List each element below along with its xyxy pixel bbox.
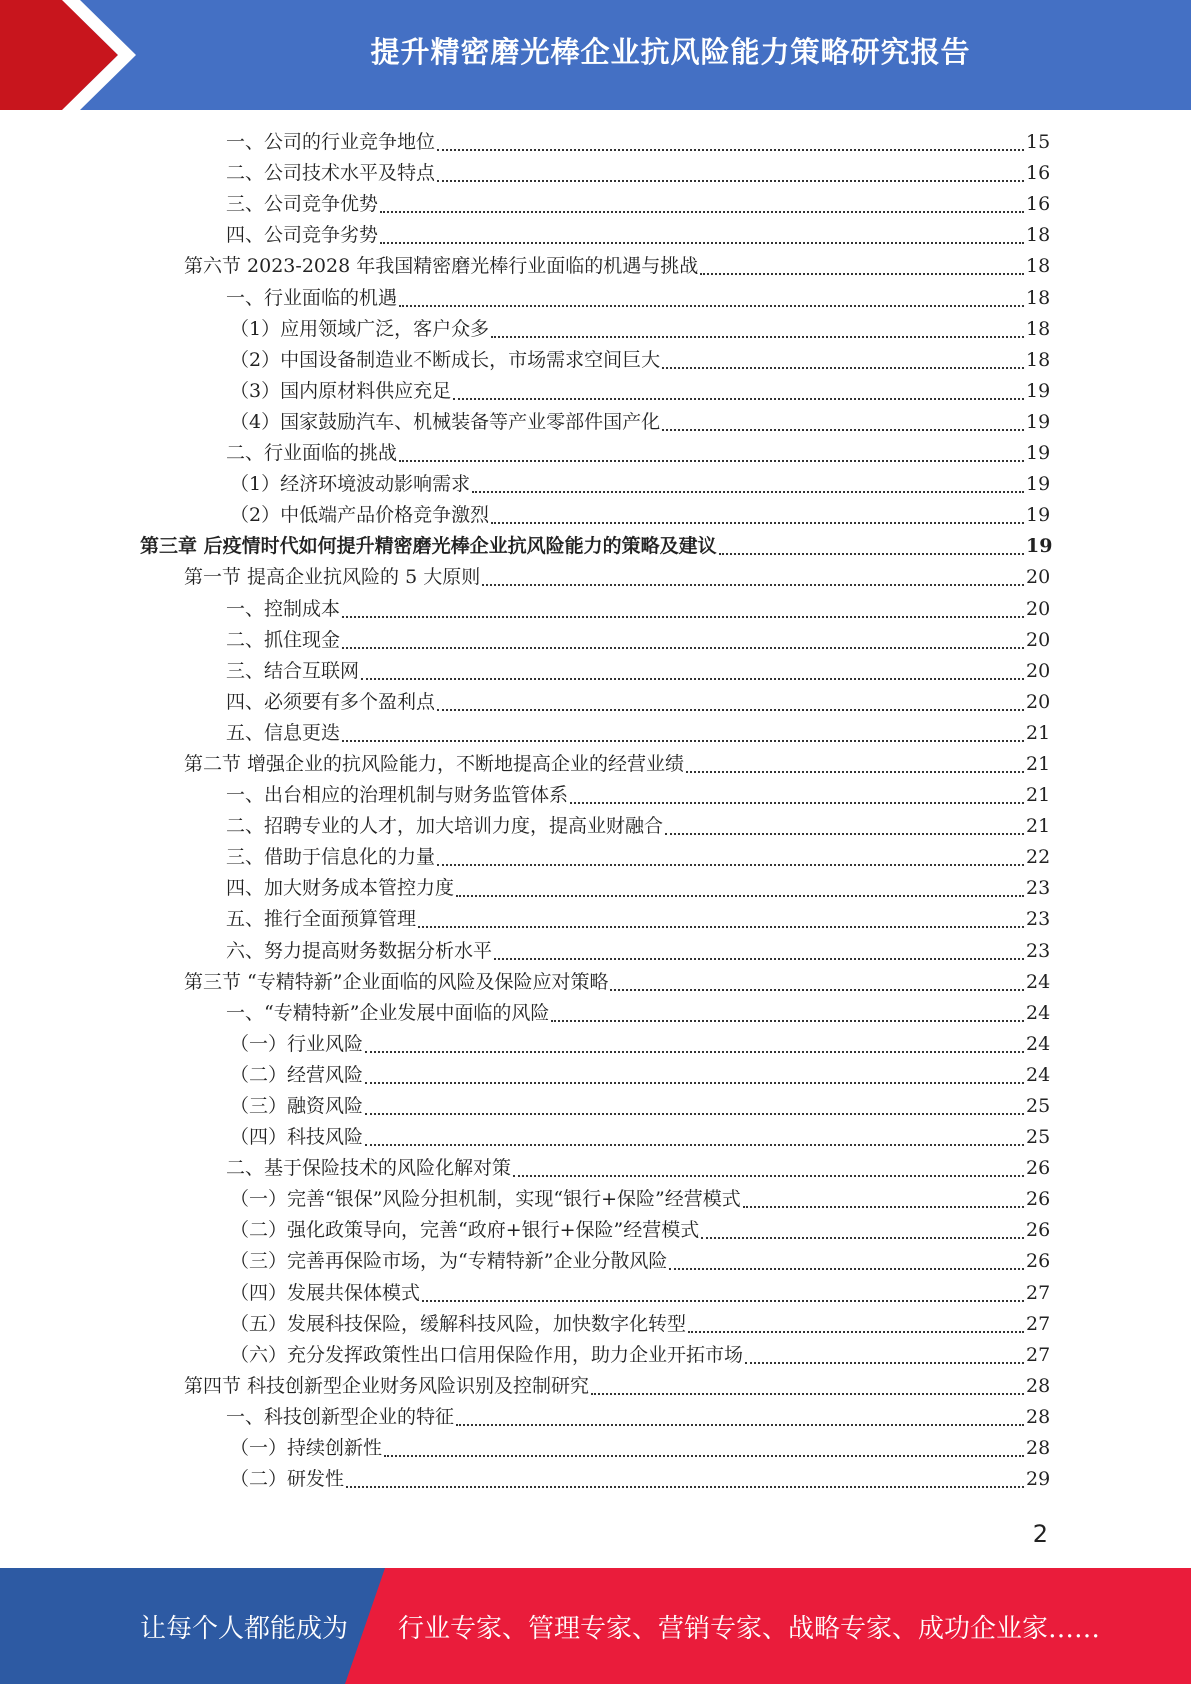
toc-entry-title: 五、信息更迭	[226, 721, 341, 744]
toc-entry-title: 一、控制成本	[226, 597, 341, 620]
toc-leader-dots	[688, 1330, 1024, 1333]
toc-leader-dots	[686, 770, 1024, 773]
toc-entry[interactable]	[140, 314, 1051, 345]
toc-entry[interactable]	[140, 531, 1053, 562]
toc-entry[interactable]	[140, 998, 1051, 1029]
report-title: 提升精密磨光棒企业抗风险能力策略研究报告	[370, 34, 971, 69]
toc-entry-page: 24	[1026, 1001, 1051, 1024]
toc-leader-dots	[437, 179, 1024, 182]
toc-entry-page: 20	[1026, 659, 1051, 682]
toc-entry-page: 29	[1026, 1468, 1051, 1491]
toc-entry-title: （四）发展共保体模式	[230, 1281, 421, 1304]
toc-entry-page: 18	[1026, 255, 1051, 278]
toc-entry-page: 21	[1026, 784, 1051, 807]
toc-entry[interactable]	[140, 593, 1051, 624]
toc-entry-page: 19	[1026, 535, 1053, 558]
toc-leader-dots	[662, 366, 1024, 369]
toc-leader-dots	[384, 1454, 1024, 1457]
toc-entry[interactable]	[140, 127, 1051, 158]
toc-leader-dots	[513, 1174, 1024, 1177]
toc-leader-dots	[700, 272, 1024, 275]
toc-leader-dots	[418, 925, 1024, 928]
toc-entry[interactable]	[140, 1029, 1051, 1060]
toc-entry-title: 一、“专精特新”企业发展中面临的风险	[226, 1001, 550, 1024]
toc-entry-title: 一、科技创新型企业的特征	[226, 1405, 455, 1428]
toc-leader-dots	[494, 957, 1024, 960]
toc-leader-dots	[437, 863, 1024, 866]
toc-entry-title: 第三章 后疫情时代如何提升精密磨光棒企业抗风险能力的策略及建议	[140, 535, 717, 558]
toc-entry-title: （2）中低端产品价格竞争激烈	[230, 504, 490, 527]
toc-entry[interactable]	[140, 251, 1051, 282]
toc-entry-page: 26	[1026, 1219, 1051, 1242]
toc-leader-dots	[472, 490, 1024, 493]
toc-entry[interactable]	[140, 1433, 1051, 1464]
toc-entry-title: （二）经营风险	[230, 1063, 364, 1086]
toc-leader-dots	[399, 304, 1024, 307]
toc-entry-title: 第二节 增强企业的抗风险能力，不断地提高企业的经营业绩	[184, 752, 685, 775]
toc-leader-dots	[437, 708, 1024, 711]
toc-leader-dots	[482, 583, 1024, 586]
toc-entry-page: 27	[1026, 1281, 1051, 1304]
toc-entry-title: 六、努力提高财务数据分析水平	[226, 939, 493, 962]
toc-entry-title: （1）经济环境波动影响需求	[230, 473, 471, 496]
toc-entry-title: （一）行业风险	[230, 1032, 364, 1055]
toc-entry-title: （一）持续创新性	[230, 1437, 383, 1460]
toc-entry-page: 19	[1026, 379, 1051, 402]
toc-entry[interactable]	[140, 469, 1051, 500]
toc-entry-page: 21	[1026, 752, 1051, 775]
toc-entry-page: 20	[1026, 690, 1051, 713]
toc-leader-dots	[610, 988, 1024, 991]
toc-entry[interactable]	[140, 625, 1051, 656]
toc-entry-title: 二、抓住现金	[226, 628, 341, 651]
toc-entry-page: 18	[1026, 348, 1051, 371]
toc-entry[interactable]	[140, 376, 1051, 407]
toc-entry-page: 26	[1026, 1188, 1051, 1211]
toc-leader-dots	[701, 1236, 1024, 1239]
toc-entry-page: 24	[1026, 970, 1051, 993]
toc-entry-title: （三）完善再保险市场，为“专精特新”企业分散风险	[230, 1250, 668, 1273]
toc-entry-page: 24	[1026, 1032, 1051, 1055]
toc-entry[interactable]	[140, 407, 1051, 438]
toc-leader-dots	[380, 241, 1024, 244]
toc-entry-title: 五、推行全面预算管理	[226, 908, 417, 931]
footer-slogan-right: 行业专家、管理专家、营销专家、战略专家、成功企业家……	[398, 1613, 1101, 1644]
header-banner	[0, 0, 1191, 110]
toc-entry[interactable]	[140, 1246, 1051, 1277]
toc-leader-dots	[491, 521, 1024, 524]
toc-leader-dots	[491, 335, 1024, 338]
toc-entry[interactable]	[140, 656, 1051, 687]
toc-leader-dots	[399, 459, 1024, 462]
toc-entry[interactable]	[140, 904, 1051, 935]
toc-entry-page: 16	[1026, 162, 1051, 185]
toc-entry[interactable]	[140, 345, 1051, 376]
toc-leader-dots	[453, 397, 1024, 400]
toc-entry-title: （4）国家鼓励汽车、机械装备等产业零部件国产化	[230, 410, 661, 433]
toc-leader-dots	[456, 1423, 1024, 1426]
toc-entry[interactable]	[140, 780, 1051, 811]
toc-entry[interactable]	[140, 500, 1051, 531]
toc-entry-page: 27	[1026, 1343, 1051, 1366]
toc-entry[interactable]	[140, 282, 1051, 313]
toc-leader-dots	[365, 1081, 1024, 1084]
toc-entry-title: 第六节 2023-2028 年我国精密磨光棒行业面临的机遇与挑战	[184, 255, 699, 278]
toc-leader-dots	[422, 1299, 1024, 1302]
toc-entry[interactable]	[140, 1402, 1051, 1433]
toc-entry[interactable]	[140, 1340, 1051, 1371]
toc-entry-page: 21	[1026, 721, 1051, 744]
toc-entry-title: 一、出台相应的治理机制与财务监管体系	[226, 784, 569, 807]
toc-leader-dots	[665, 832, 1024, 835]
toc-entry-page: 26	[1026, 1250, 1051, 1273]
toc-leader-dots	[743, 1205, 1024, 1208]
toc-entry-title: 第三节 “专精特新”企业面临的风险及保险应对策略	[184, 970, 609, 993]
toc-leader-dots	[745, 1361, 1024, 1364]
toc-entry-page: 28	[1026, 1437, 1051, 1460]
toc-entry[interactable]	[140, 1277, 1051, 1308]
toc-leader-dots	[380, 210, 1024, 213]
toc-entry-page: 19	[1026, 504, 1051, 527]
toc-entry-title: 三、公司竞争优势	[226, 193, 379, 216]
toc-entry-title: （五）发展科技保险，缓解科技风险，加快数字化转型	[230, 1312, 687, 1335]
toc-entry-title: 四、必须要有多个盈利点	[226, 690, 436, 713]
toc-entry-title: （六）充分发挥政策性出口信用保险作用，助力企业开拓市场	[230, 1343, 744, 1366]
toc-entry[interactable]	[140, 1215, 1051, 1246]
toc-leader-dots	[365, 1050, 1024, 1053]
toc-entry-title: 二、招聘专业的人才，加大培训力度，提高业财融合	[226, 815, 664, 838]
toc-entry-page: 19	[1026, 473, 1051, 496]
toc-entry[interactable]	[140, 1060, 1051, 1091]
toc-entry-page: 18	[1026, 286, 1051, 309]
toc-entry[interactable]	[140, 1091, 1051, 1122]
toc-leader-dots	[662, 428, 1024, 431]
toc-entry-title: 一、行业面临的机遇	[226, 286, 398, 309]
header-chevron-icon	[0, 0, 160, 110]
toc-entry[interactable]	[140, 1153, 1051, 1184]
toc-entry-page: 18	[1026, 317, 1051, 340]
toc-entry[interactable]	[140, 562, 1051, 593]
toc-entry-page: 26	[1026, 1157, 1051, 1180]
toc-entry-title: （三）融资风险	[230, 1095, 364, 1117]
toc-leader-dots	[365, 1143, 1024, 1146]
toc-entry-page: 20	[1026, 597, 1051, 620]
toc-entry-title: （1）应用领域广泛，客户众多	[230, 317, 490, 340]
toc-entry-title: 二、基于保险技术的风险化解对策	[226, 1157, 512, 1180]
toc-leader-dots	[365, 1112, 1024, 1115]
toc-entry-title: （二）强化政策导向，完善“政府+银行+保险”经营模式	[230, 1219, 700, 1242]
toc-leader-dots	[342, 615, 1024, 618]
toc-leader-dots	[361, 677, 1024, 680]
toc-entry[interactable]	[140, 1464, 1051, 1495]
toc-entry-page: 23	[1026, 908, 1051, 931]
toc-leader-dots	[342, 646, 1024, 649]
toc-entry[interactable]	[140, 718, 1051, 749]
toc-leader-dots	[551, 1019, 1024, 1022]
toc-entry-page: 18	[1026, 224, 1051, 247]
toc-entry-title: 一、公司的行业竞争地位	[226, 131, 436, 154]
toc-entry-title: （3）国内原材料供应充足	[230, 379, 452, 402]
toc-entry[interactable]	[140, 1371, 1051, 1402]
toc-entry-page: 23	[1026, 877, 1051, 900]
toc-entry-title: 二、公司技术水平及特点	[226, 162, 436, 185]
toc-leader-dots	[456, 894, 1024, 897]
toc-entry[interactable]	[140, 811, 1051, 842]
toc-entry[interactable]	[140, 1309, 1051, 1340]
toc-entry[interactable]	[140, 967, 1051, 998]
toc-entry-page: 15	[1026, 131, 1051, 154]
toc-entry-page: 20	[1026, 566, 1051, 589]
toc-entry-title: 二、行业面临的挑战	[226, 442, 398, 465]
toc-entry-page: 28	[1026, 1405, 1051, 1428]
toc-entry-title: 四、加大财务成本管控力度	[226, 877, 455, 900]
toc-entry-page: 16	[1026, 193, 1051, 216]
toc-entry[interactable]	[140, 935, 1051, 966]
toc-leader-dots	[591, 1392, 1024, 1395]
toc-entry-title: 三、借助于信息化的力量	[226, 846, 436, 869]
toc-entry[interactable]	[140, 873, 1051, 904]
toc-entry[interactable]	[140, 842, 1051, 873]
toc-leader-dots	[570, 801, 1024, 804]
toc-leader-dots	[719, 552, 1024, 555]
toc-entry[interactable]	[140, 1184, 1051, 1215]
toc-entry-page: 25	[1026, 1095, 1051, 1117]
toc-entry-page: 19	[1026, 442, 1051, 465]
toc-entry[interactable]	[140, 220, 1051, 251]
toc-entry-page: 20	[1026, 628, 1051, 651]
toc-entry-title: （二）研发性	[230, 1468, 345, 1491]
page-number: 2	[1032, 1520, 1048, 1548]
toc-entry-title: （一）完善“银保”风险分担机制，实现“银行+保险”经营模式	[230, 1188, 741, 1211]
toc-entry-title: 第四节 科技创新型企业财务风险识别及控制研究	[184, 1374, 590, 1397]
toc-entry[interactable]	[140, 1122, 1051, 1153]
toc-leader-dots	[437, 148, 1024, 151]
toc-leader-dots	[342, 739, 1024, 742]
toc-entry-page: 24	[1026, 1063, 1051, 1086]
toc-entry-title: 三、结合互联网	[226, 659, 360, 682]
toc-entry[interactable]	[140, 158, 1051, 189]
toc-entry-page: 25	[1026, 1126, 1051, 1149]
toc-entry-page: 28	[1026, 1374, 1051, 1397]
toc-entry-title: 第一节 提高企业抗风险的 5 大原则	[184, 566, 481, 589]
toc-leader-dots	[669, 1267, 1024, 1270]
footer-slogan-left: 让每个人都能成为	[140, 1613, 349, 1644]
toc-entry-page: 21	[1026, 815, 1051, 838]
toc-entry-title: （四）科技风险	[230, 1126, 364, 1149]
toc-entry-page: 19	[1026, 410, 1051, 433]
toc-entry-title: 四、公司竞争劣势	[226, 224, 379, 247]
toc-entry[interactable]	[140, 438, 1051, 469]
footer-banner	[0, 1568, 1191, 1684]
toc-entry-page: 23	[1026, 939, 1051, 962]
toc-entry[interactable]	[140, 189, 1051, 220]
toc-entry-title: （2）中国设备制造业不断成长，市场需求空间巨大	[230, 348, 661, 371]
toc-entry-page: 27	[1026, 1312, 1051, 1335]
toc-entry-page: 22	[1026, 846, 1051, 869]
toc-entry[interactable]	[140, 749, 1051, 780]
toc-leader-dots	[346, 1485, 1024, 1488]
table-of-contents	[140, 127, 1053, 1495]
toc-entry[interactable]	[140, 687, 1051, 718]
